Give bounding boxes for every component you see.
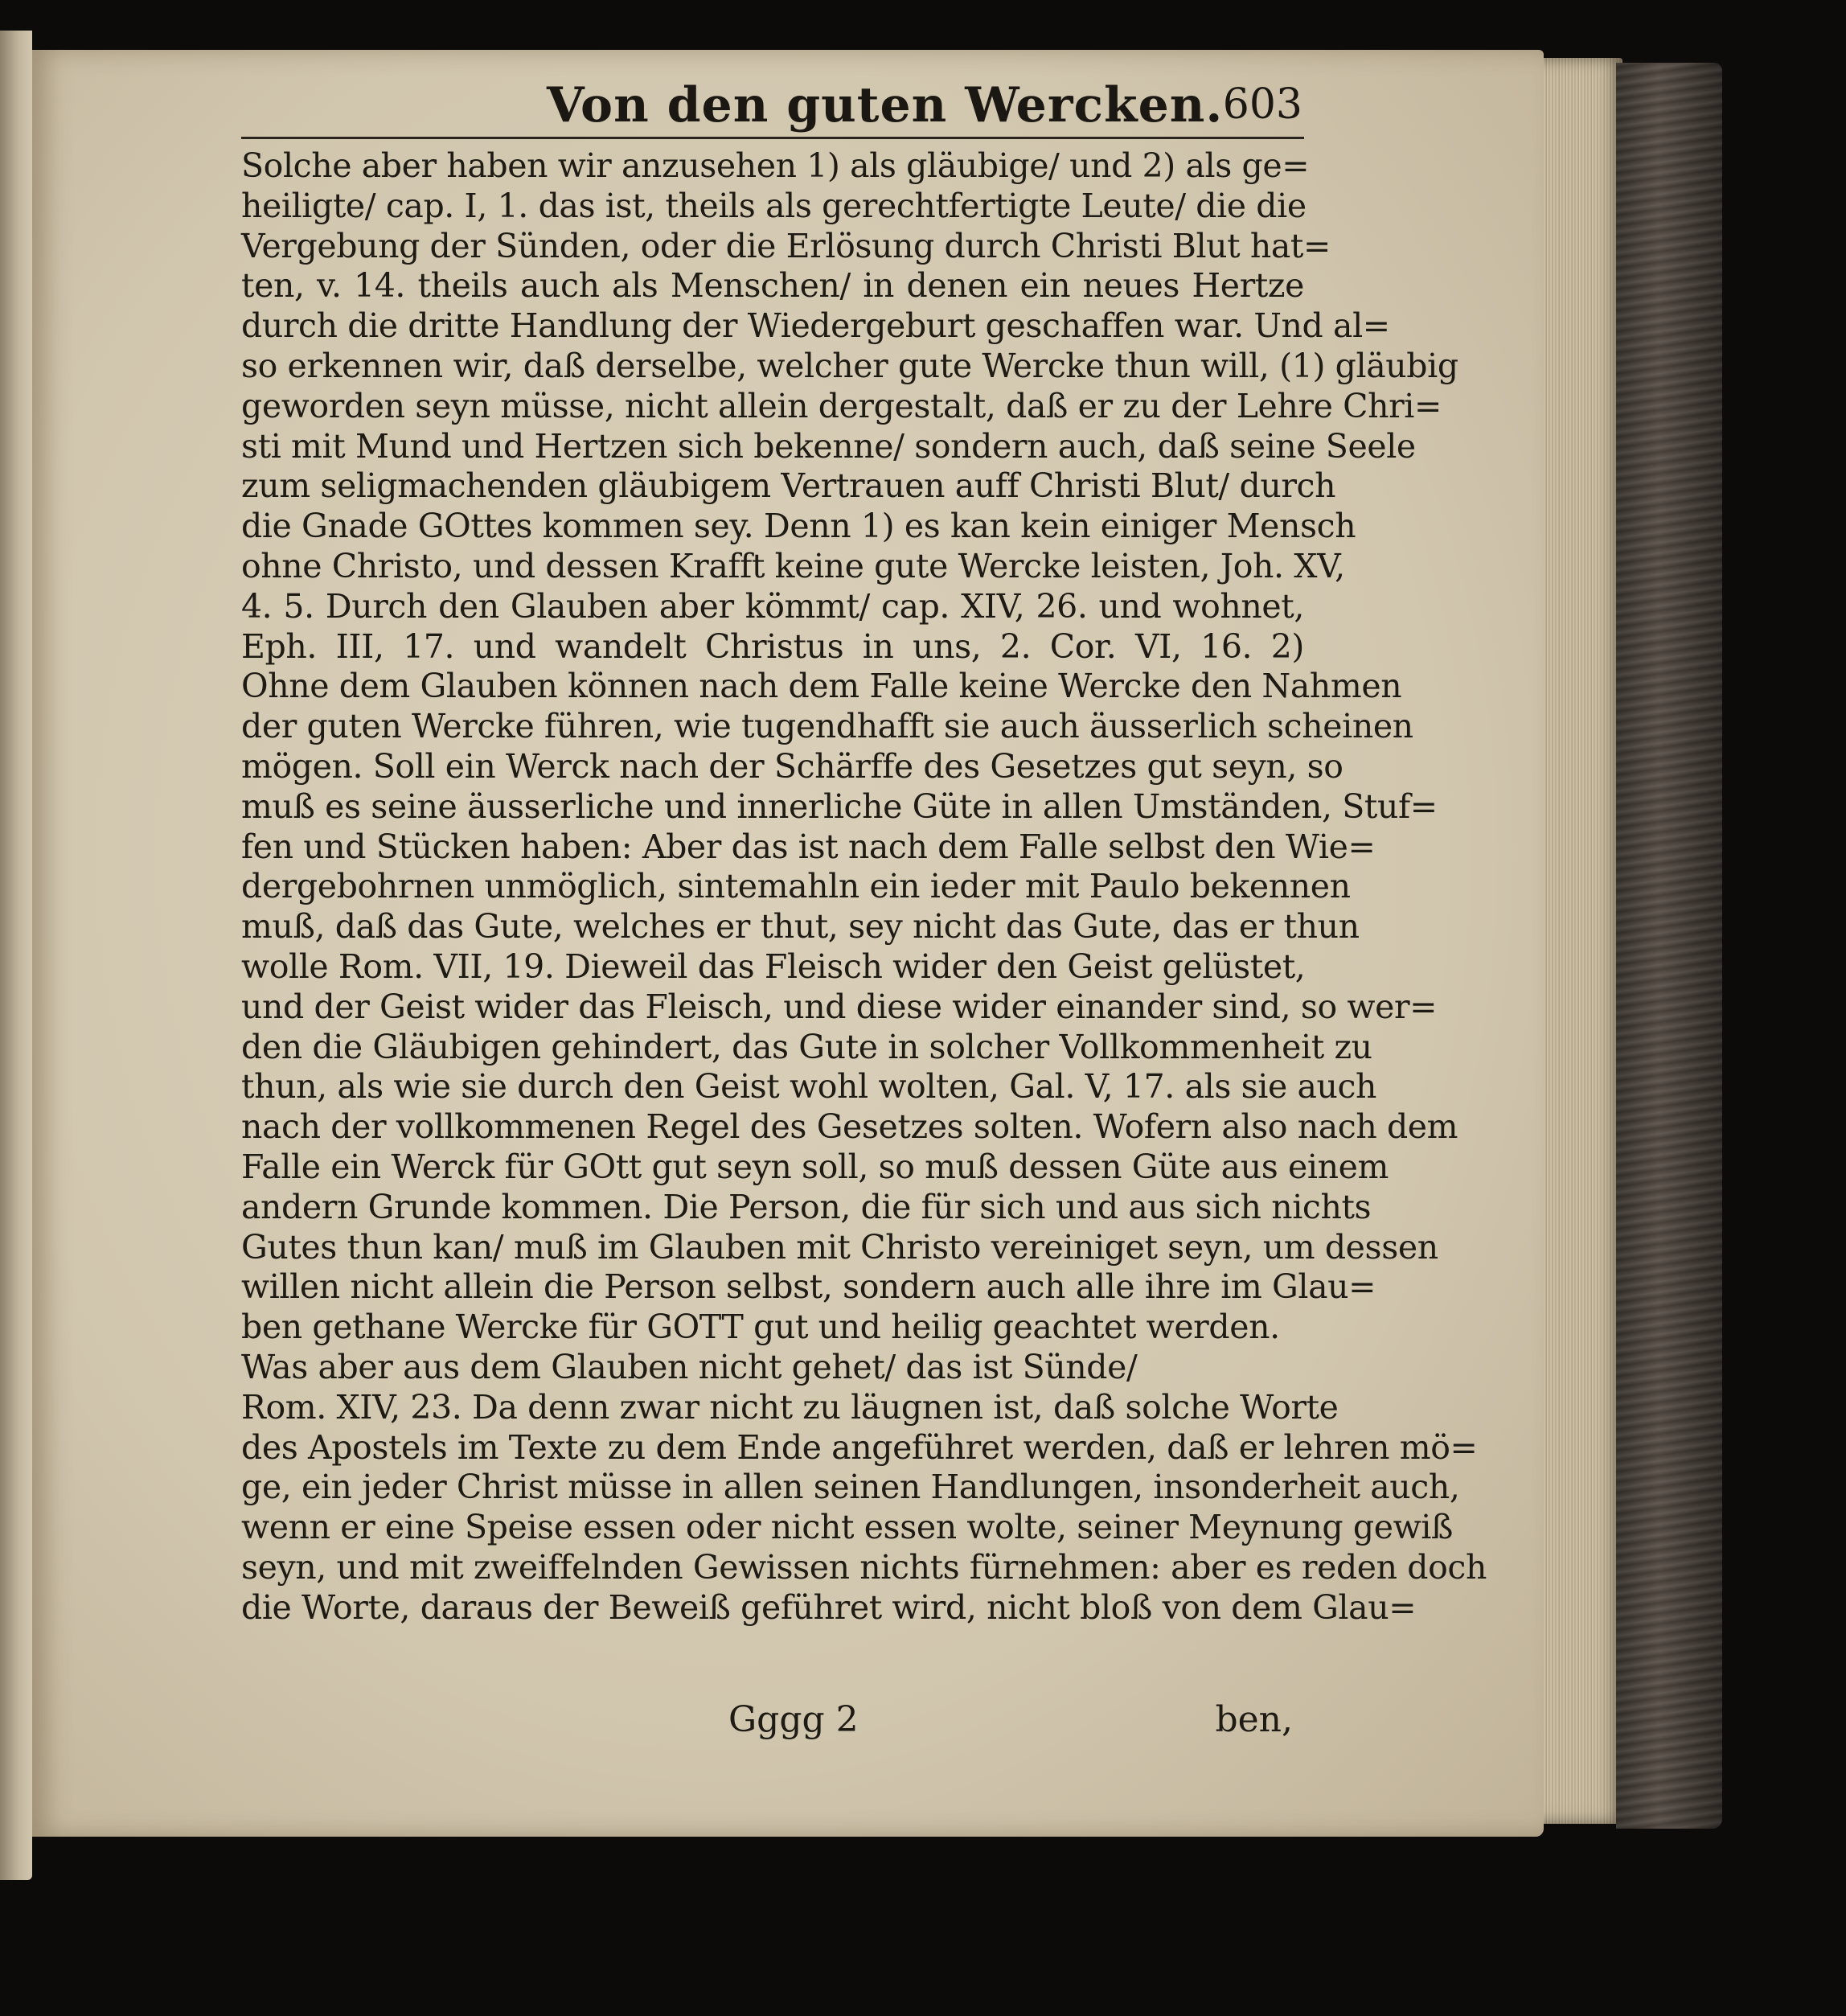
text-line: nach der vollkommenen Regel des Gesetzes solten. Wofern also nach dem [241,1107,1458,1147]
text-line: dergebohrnen unmöglich, sintemahln ein ieder mit Paulo bekennen [241,867,1351,906]
text-line: ge, ein jeder Christ müsse in allen seinen Handlungen, insonderheit auch, [241,1468,1460,1507]
page-footer [241,1699,1304,1744]
text-line: die Gnade GOttes kommen sey. Denn 1) es kan kein einiger Mensch [241,507,1356,546]
text-line: wolle Rom. VII, 19. Dieweil das Fleisch wider den Geist gelüstet, [241,946,1306,986]
text-line: mögen. Soll ein Werck nach der Schärffe des Gesetzes gut seyn, so [241,746,1343,786]
text-line: ohne Christo, und dessen Krafft keine gute Wercke leisten, Joh. XV, [241,546,1345,585]
text-line: 4. 5. Durch den Glauben aber kömmt/ cap. XIV, 26. und wohnet, [241,586,1304,626]
text-line: Rom. XIV, 23. Da denn zwar nicht zu läugnen ist, daß solche Worte [241,1387,1339,1427]
text-line: muß es seine äusserliche und innerliche Güte in allen Umständen, Stuf= [241,786,1438,826]
text-line: den die Gläubigen gehindert, das Gute in solcher Vollkommenheit zu [241,1027,1372,1066]
text-line: Vergebung der Sünden, oder die Erlösung durch Christi Blut hat= [241,226,1331,265]
text-line: Falle ein Werck für GOtt gut seyn soll, so muß dessen Güte aus einem [241,1147,1389,1186]
text-line: zum seligmachenden gläubigem Vertrauen auff Christi Blut/ durch [241,466,1336,506]
text-line: sti mit Mund und Hertzen sich bekenne/ sondern auch, daß seine Seele [241,426,1416,466]
text-line: Gutes thun kan/ muß im Glauben mit Christo vereiniget seyn, um dessen [241,1227,1438,1267]
text-line: Ohne dem Glauben können nach dem Falle keine Wercke den Nahmen [241,667,1402,706]
text-line: thun, als wie sie durch den Geist wohl wolten, Gal. V, 17. als sie auch [241,1067,1377,1107]
page-number: 603 [1222,80,1302,129]
text-line: fen und Stücken haben: Aber das ist nach dem Falle selbst den Wie= [241,827,1376,866]
text-line: muß, daß das Gute, welches er thut, sey nicht das Gute, das er thun [241,907,1360,946]
text-line: der guten Wercke führen, wie tugendhafft sie auch äusserlich scheinen [241,707,1413,746]
text-line: wenn er eine Speise essen oder nicht essen wolte, seiner Meynung gewiß [241,1508,1453,1547]
text-line: andern Grunde kommen. Die Person, die für sich und aus sich nichts [241,1187,1372,1226]
page-edges [1534,58,1622,1824]
text-line: seyn, und mit zweiffelnden Gewissen nichts fürnehmen: aber es reden doch [241,1547,1487,1587]
text-line: heiligte/ cap. I, 1. das ist, theils als gerechtfertigte Leute/ die die [241,186,1307,225]
text-line: geworden seyn müsse, nicht allein dergestalt, daß er zu der Lehre Chri= [241,386,1442,425]
page-header [241,77,1302,135]
text-line: die Worte, daraus der Beweiß geführet wird, nicht bloß von dem Glau= [241,1587,1417,1627]
text-line: so erkennen wir, daß derselbe, welcher gute Wercke thun will, (1) gläubig [241,346,1458,385]
text-line: ten, v. 14. theils auch als Menschen/ in denen ein neues Hertze [241,266,1304,306]
text-line: ben gethane Wercke für GOTT gut und heilig geachtet werden. [241,1308,1280,1347]
signature-mark: Gggg 2 [728,1699,859,1740]
marbled-cover [1616,63,1722,1829]
text-line: des Apostels im Texte zu dem Ende angeführet werden, daß er lehren mö= [241,1427,1478,1467]
body-text [241,146,1487,1628]
facing-page-edge [0,31,32,1880]
text-line: und der Geist wider das Fleisch, und diese wider einander sind, so wer= [241,987,1438,1026]
text-line: Was aber aus dem Glauben nicht gehet/ das ist Sünde/ [241,1347,1138,1386]
text-line: Solche aber haben wir anzusehen 1) als gläubige/ und 2) als ge= [241,146,1310,185]
text-line: willen nicht allein die Person selbst, sondern auch alle ihre im Glau= [241,1267,1376,1307]
catchword: ben, [1215,1699,1293,1740]
text-line: Eph. III, 17. und wandelt Christus in uns, 2. Cor. VI, 16. 2) [241,626,1304,666]
header-rule [241,137,1304,139]
text-line: durch die dritte Handlung der Wiedergeburt geschaffen war. Und al= [241,306,1390,346]
running-head: Von den guten Wercken. [547,77,1224,133]
